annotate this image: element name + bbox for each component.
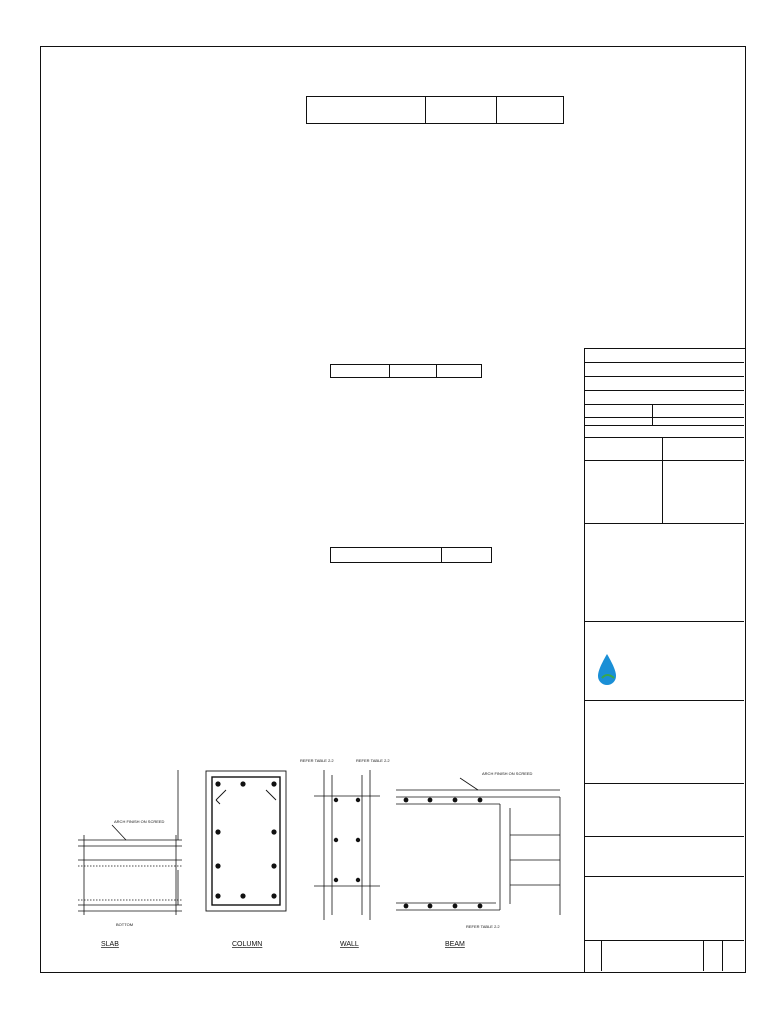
column-title: COLUMN <box>232 941 263 948</box>
slab-arch-label: ARCH FINISH ON SCREED <box>114 819 165 824</box>
wall-title: WALL <box>340 941 359 948</box>
table-header <box>497 97 564 124</box>
table-2-1 <box>330 364 482 378</box>
table-2-2 <box>330 547 492 563</box>
table-header <box>426 97 497 124</box>
slab-bottom-label: BOTTOM <box>116 922 134 927</box>
table-header <box>437 365 482 378</box>
table-header <box>331 548 442 563</box>
refer-label-wall: REFER TABLE 2.2 <box>356 758 390 763</box>
refer-label-column: REFER TABLE 2.2 <box>300 758 334 763</box>
slab-title: SLAB <box>101 941 119 948</box>
table-header <box>442 548 492 563</box>
beam-title: BEAM <box>445 941 465 948</box>
table-1-1 <box>306 96 564 124</box>
table-header <box>331 365 390 378</box>
beam-arch-label: ARCH FINISH ON SCREED <box>482 771 533 776</box>
iteco-logo <box>594 652 620 686</box>
table-header <box>307 97 426 124</box>
beam-refer-label: REFER TABLE 2.2 <box>466 924 500 929</box>
table-header <box>390 365 437 378</box>
